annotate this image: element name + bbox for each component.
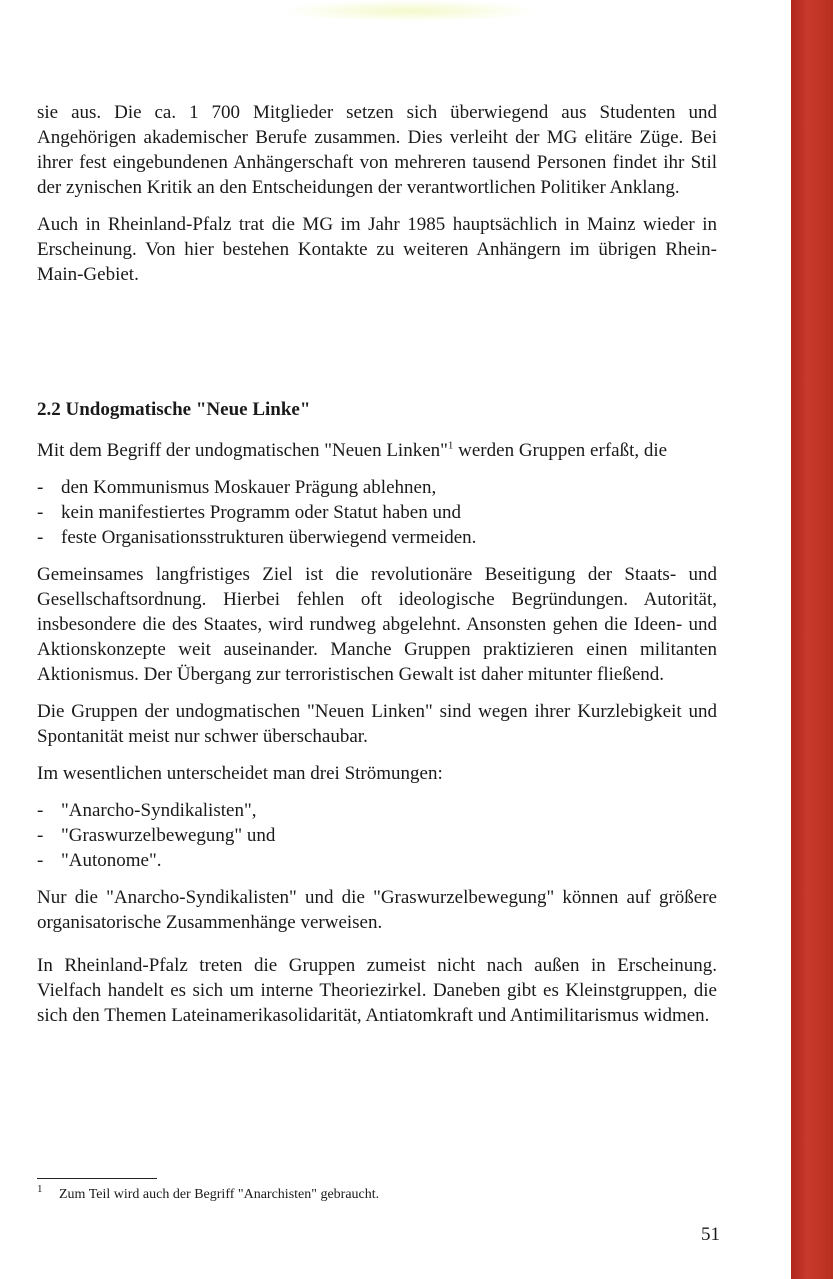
definition-text-start: Mit dem Begriff der undogmatischen "Neuen Linken": [37, 440, 448, 461]
footnote-reference: 1: [447, 439, 454, 452]
red-page-edge: [791, 0, 833, 1279]
list-item: [37, 848, 717, 873]
list-item-text: kein manifestiertes Programm oder Statut haben und: [61, 502, 461, 523]
list-item: [37, 525, 717, 550]
dash-marker: -: [37, 527, 44, 548]
scan-highlight: [280, 0, 540, 22]
paragraph-mg-members: sie aus. Die ca. 1 700 Mitglieder setzen sich überwiegend aus Studenten und Angehörigen akademischer Berufe zusammen. Dies verleiht der MG elitäre Züge. Bei ihrer fest eingebundenen Anhängerschaft von mehreren tausend Personen findet ihr Stil der zynischen Kritik an den Entscheidungen der verantwortlichen Politiker Anklang.: [37, 102, 717, 198]
paragraph-definition: [37, 438, 717, 463]
paragraph-rheinland-pfalz-mg: Auch in Rheinland-Pfalz trat die MG im Jahr 1985 hauptsächlich in Mainz wieder in Erscheinung. Von hier bestehen Kontakte zu weiteren Anhängern im übrigen Rhein-Main-Gebiet.: [37, 214, 717, 285]
definition-text-end: werden Gruppen erfaßt, die: [453, 440, 668, 461]
footnote-text: Zum Teil wird auch der Begriff "Anarchisten" gebraucht.: [59, 1187, 380, 1202]
paragraph-goals: Gemeinsames langfristiges Ziel ist die revolutionäre Beseitigung der Staats- und Gesellschaftsordnung. Hierbei fehlen oft ideologische Begründungen. Autorität, insbesondere die des Staates, wird rundweg abgelehnt. Ansonsten gehen die Ideen- und Aktionskonzepte weit auseinander. Manche Gruppen praktizieren einen militanten Aktionismus. Der Übergang zur terroristischen Gewalt ist daher mitunter fließend.: [37, 564, 717, 685]
page-content: [37, 100, 717, 1040]
list-item-text: den Kommunismus Moskauer Prägung ablehnen,: [61, 477, 437, 498]
list-item: [37, 475, 717, 500]
list-item-text: "Graswurzelbewegung" und: [61, 825, 276, 846]
currents-list: [37, 798, 717, 873]
footnote-divider: [37, 1178, 157, 1179]
paragraph-short-lived: Die Gruppen der undogmatischen "Neuen Linken" sind wegen ihrer Kurzlebigkeit und Spontanität meist nur schwer überschaubar.: [37, 701, 717, 747]
paragraph-organisational: Nur die "Anarcho-Syndikalisten" und die "Graswurzelbewegung" können auf größere organisatorische Zusammenhänge verweisen.: [37, 887, 717, 933]
list-item: [37, 798, 717, 823]
list-item-text: feste Organisationsstrukturen überwiegend vermeiden.: [61, 527, 477, 548]
dash-marker: -: [37, 825, 44, 846]
dash-marker: -: [37, 850, 44, 871]
criteria-list: [37, 475, 717, 550]
paragraph-currents-intro: Im wesentlichen unterscheidet man drei Strömungen:: [37, 763, 443, 784]
dash-marker: -: [37, 502, 44, 523]
list-item-text: "Anarcho-Syndikalisten",: [61, 800, 257, 821]
list-item: [37, 500, 717, 525]
paragraph-rheinland-pfalz-groups: In Rheinland-Pfalz treten die Gruppen zumeist nicht nach außen in Erscheinung. Vielfach handelt es sich um interne Theoriezirkel. Daneben gibt es Kleinstgruppen, die sich den Themen Lateinamerikasolidarität, Antiatomkraft und Antimilitarismus widmen.: [37, 955, 717, 1026]
list-item: [37, 823, 717, 848]
dash-marker: -: [37, 800, 44, 821]
footnote: 1 Zum Teil wird auch der Begriff "Anarchisten" gebraucht.: [37, 1183, 380, 1202]
list-item-text: "Autonome".: [61, 850, 162, 871]
page-number: 51: [701, 1224, 720, 1245]
dash-marker: -: [37, 477, 44, 498]
section-heading: 2.2 Undogmatische "Neue Linke": [37, 399, 311, 420]
